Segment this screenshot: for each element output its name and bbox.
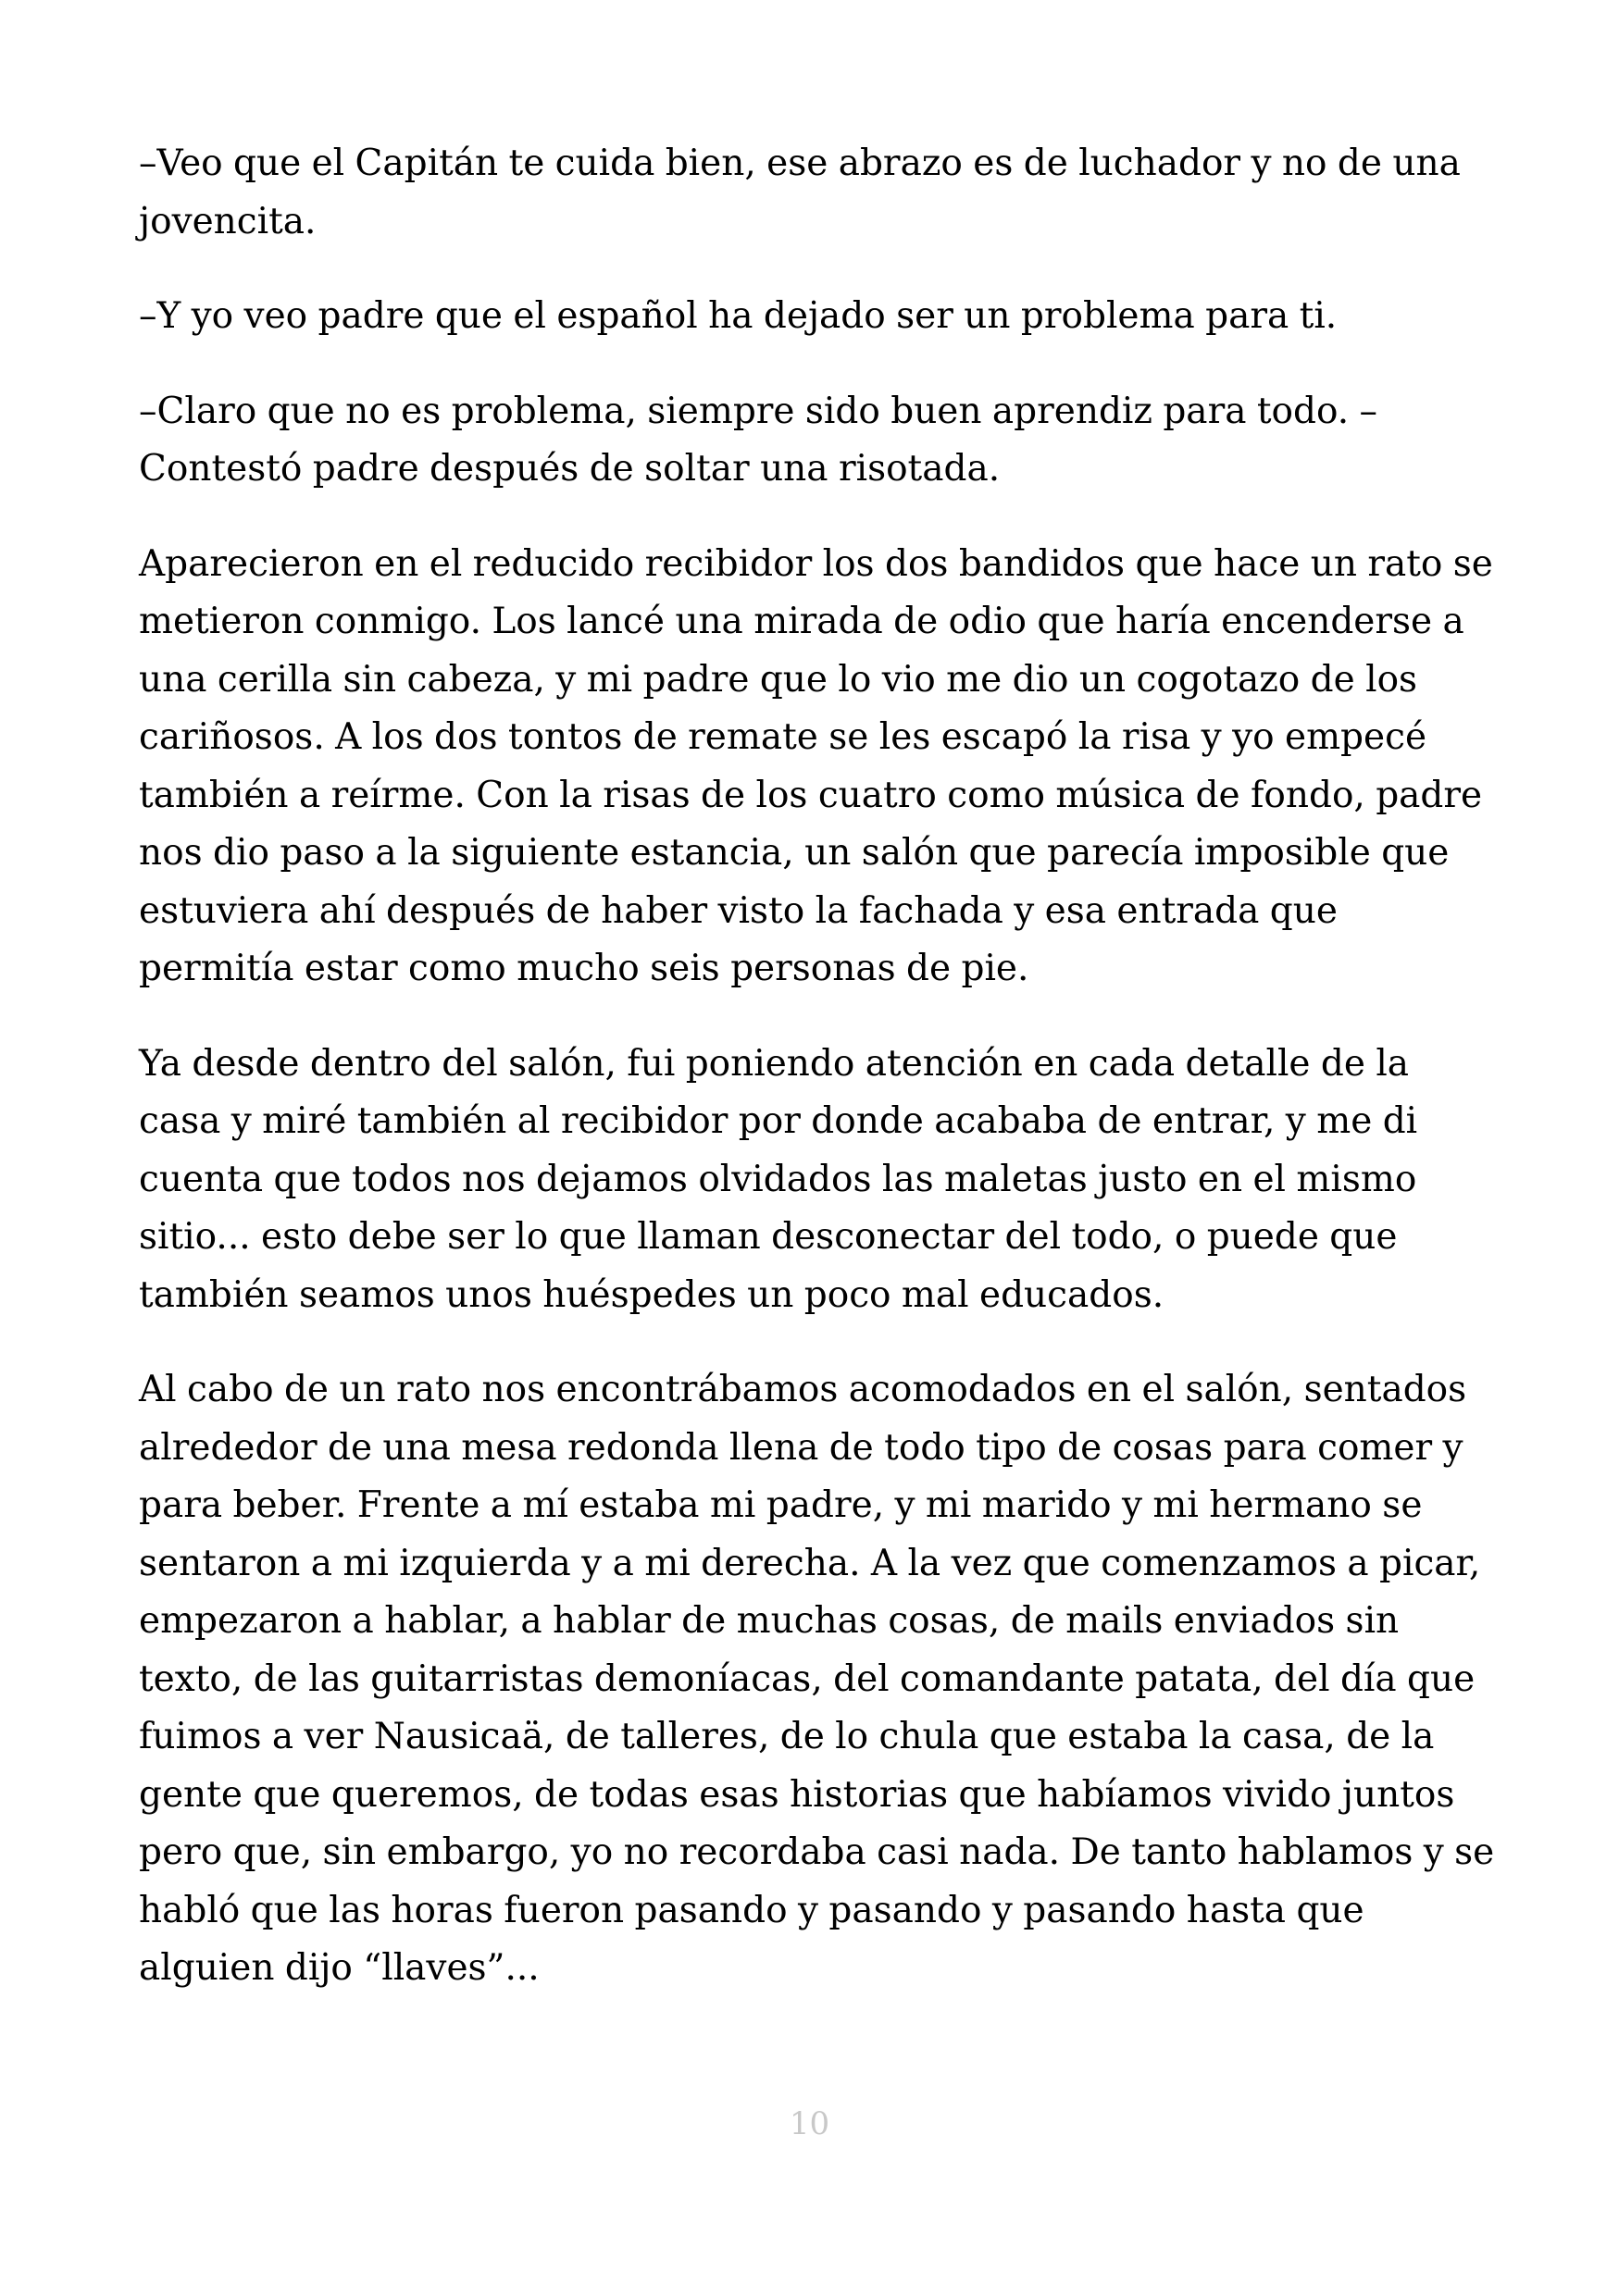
paragraph-table: Al cabo de un rato nos encontrábamos acomodados en el salón, sentados alrededor de una mesa redonda llena de todo tipo de cosas para comer y para beber. Frente a mí estaba mi padre, y mi marido y mi hermano se sentaron a mi izquierda y a mi derecha. A la vez que comenzamos a picar, empezaron a hablar, a hablar de muchas cosas, de mails enviados sin texto, de las guitarristas demoníacas, del comandante patata, del día que fuimos a ver Nausicaä, de talleres, de lo chula que estaba la casa, de la gente que queremos, de todas esas historias que habíamos vivido juntos pero que, sin embargo, yo no recordaba casi nada. De tanto hablamos y se habló que las horas fueron pasando y pasando y pasando hasta que alguien dijo “llaves”... <box>139 1369 1495 1989</box>
paragraph-dialogue-3: –Claro que no es problema, siempre sido buen aprendiz para todo. –Contestó padre después de soltar una risotada. <box>139 390 1378 490</box>
paragraph-salon: Ya desde dentro del salón, fui poniendo atención en cada detalle de la casa y miré también al recibidor por donde acababa de entrar, y me di cuenta que todos nos dejamos olvidados las maletas justo en el mismo sitio... esto debe ser lo que llaman desconectar del todo, o puede que también seamos unos huéspedes un poco mal educados. <box>139 1042 1418 1316</box>
paragraph-dialogue-2: –Y yo veo padre que el español ha dejado ser un problema para ti. <box>139 295 1338 337</box>
paragraph-dialogue-1: –Veo que el Capitán te cuida bien, ese abrazo es de luchador y no de una jovencita. <box>139 143 1461 242</box>
body-text <box>139 135 1495 2035</box>
page-number: 10 <box>789 2105 830 2142</box>
paragraph-bandits: Aparecieron en el reducido recibidor los dos bandidos que hace un rato se metieron conmigo. Los lancé una mirada de odio que haría encenderse a una cerilla sin cabeza, y mi padre que lo vio me dio un cogotazo de los cariñosos. A los dos tontos de remate se les escapó la risa y yo empecé también a reírme. Con la risas de los cuatro como música de fondo, padre nos dio paso a la siguiente estancia, un salón que parecía imposible que estuviera ahí después de haber visto la fachada y esa entrada que permitía estar como mucho seis personas de pie. <box>139 542 1493 989</box>
